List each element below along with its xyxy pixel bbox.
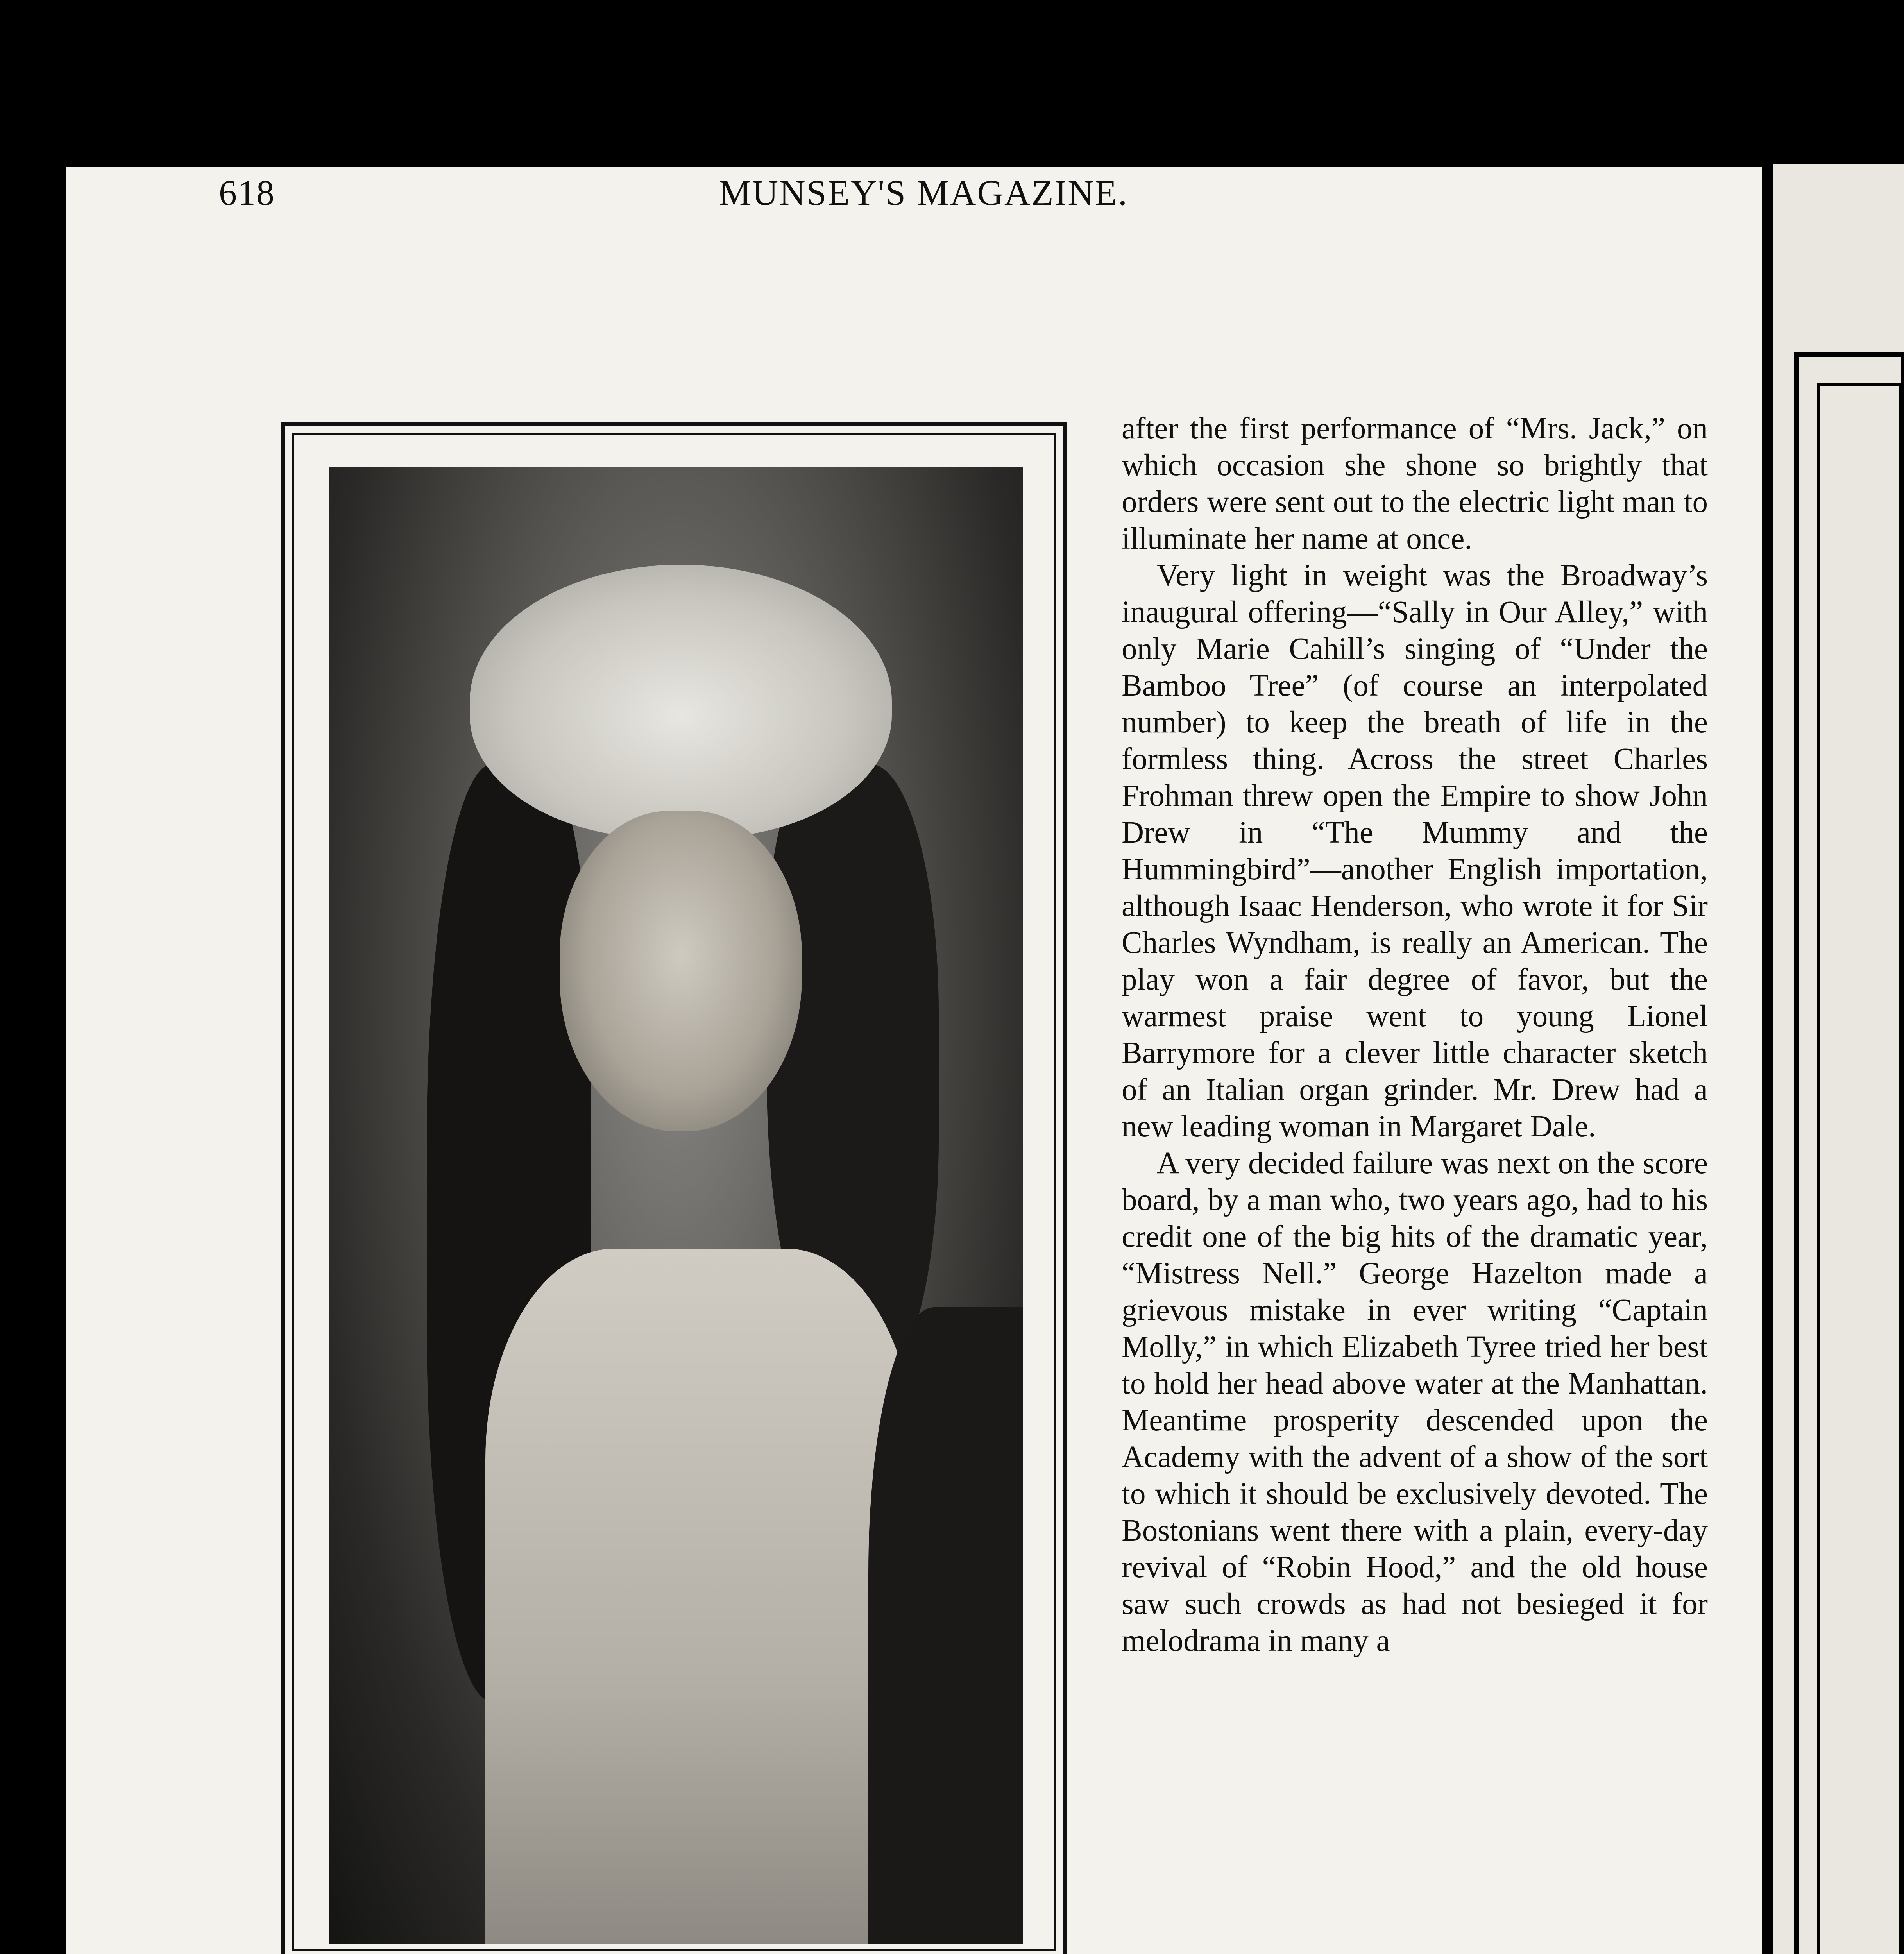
paragraph: A very decided failure was next on the score board, by a man who, two years ago, had to his credit one of the big hits of the dramatic year, “Mistress Nell.” George Hazelton made a grievous mistake in ever writing “Captain Molly,” in which Elizabeth Tyree tried her best to hold her head above water at the Manhattan. Meantime prosperity descended upon the Academy with the advent of a show of the sort to which it should be exclusively devoted. The Bostonians went there with a plain, every-day revival of “Robin Hood,” and the old house saw such crowds as had not besieged it for melodrama in many a (1122, 1146, 1708, 1658)
page-number: 618 (219, 173, 275, 213)
portrait-photograph (329, 467, 1023, 1944)
paragraph: Very light in weight was the Broadway’s inaugural offering—“Sally in Our Alley,” with only Marie Cahill’s singing of “Under the Bamboo Tree” (of course an interpolated number) to keep the breath of life in the formless thing. Across the street Charles Frohman threw open the Empire to show John Drew in “The Mummy and the Hummingbird”—another English importation, although Isaac Henderson, who wrote it for Sir Charles Wyndham, is really an American. The play won a fair degree of favor, but the warmest praise went to young Lionel Barrymore for a clever little character sketch of an Italian organ grinder. Mr. Drew had a new leading woman in Margaret Dale. (1122, 558, 1708, 1143)
adjacent-page-inner-border (1817, 383, 1902, 1954)
paragraph: after the first performance of “Mrs. Jack,” on which occasion she shone so brightly that orders were sent out to the electric light man to illuminate her name at once. (1122, 412, 1708, 556)
adjacent-page-edge (1770, 164, 1904, 1954)
article-column-right-top (1122, 410, 1708, 1659)
photo-plate (223, 254, 1086, 1927)
portrait-face (560, 811, 802, 1131)
portrait-dress (485, 1249, 915, 1944)
portrait-bonnet (470, 565, 892, 838)
running-head (0, 172, 1904, 219)
portrait-shoulder (868, 1307, 1023, 1944)
magazine-title: MUNSEY'S MAGAZINE. (719, 173, 1128, 213)
